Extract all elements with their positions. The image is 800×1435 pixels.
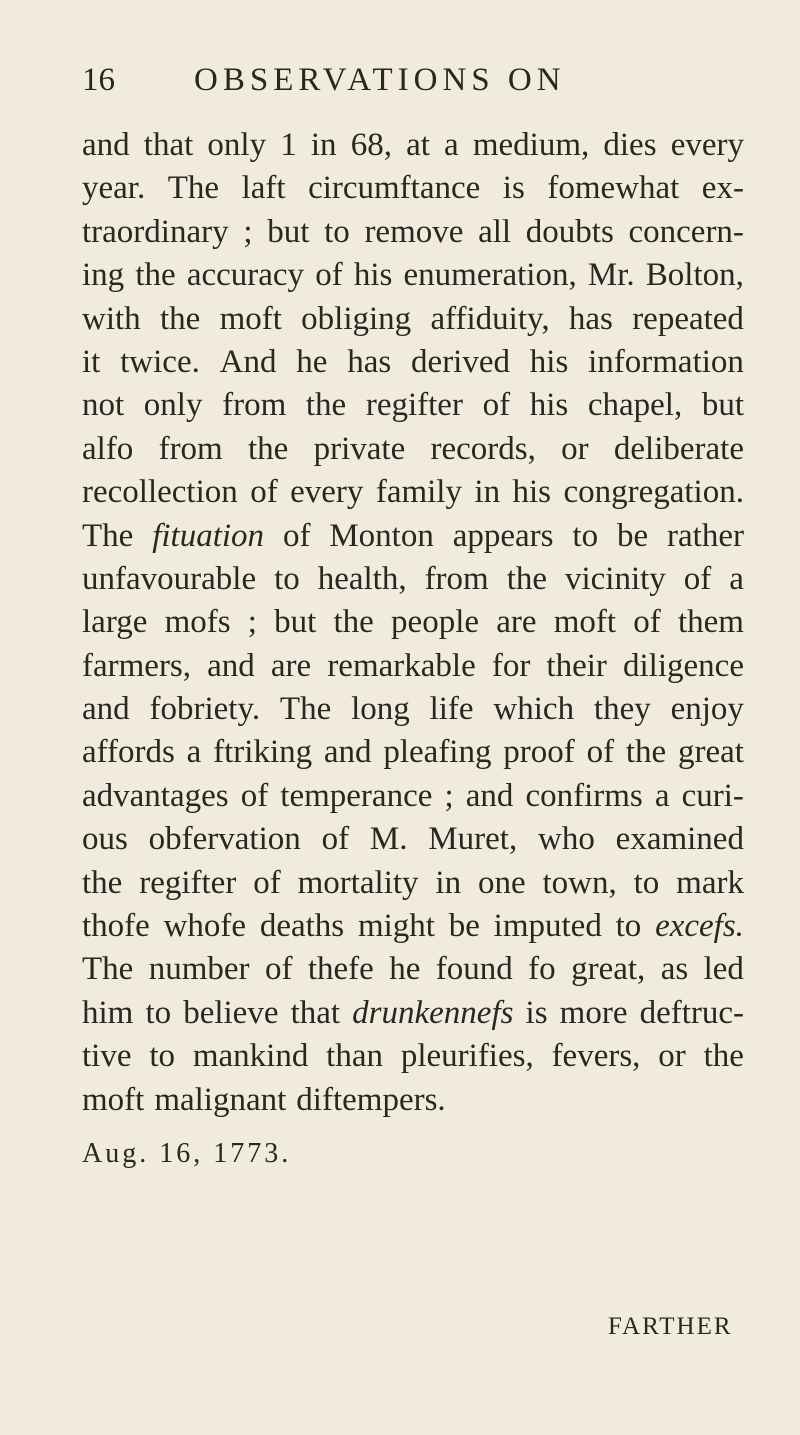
date-line: Aug. 16, 1773. <box>82 1138 292 1169</box>
text-line: alfo from the private records, or deliberate <box>82 430 744 467</box>
text-line: affords a ftriking and pleafing proof of the great <box>82 734 744 771</box>
text-line: year. The laft circumftance is fomewhat ex- <box>82 170 744 207</box>
text-line: him to believe that drunkennefs is more deftruc- <box>82 994 744 1031</box>
text-line: not only from the regifter of his chapel, but <box>82 387 744 424</box>
text-line: traordinary ; but to remove all doubts concern- <box>82 213 744 250</box>
page-header <box>82 62 742 99</box>
text-line: thofe whofe deaths might be imputed to excefs. <box>82 908 744 945</box>
text-line: recollection of every family in his congregation. <box>82 474 744 511</box>
text-line: farmers, and are remarkable for their diligence <box>82 647 744 684</box>
text-line: tive to mankind than pleurifies, fevers, or the <box>82 1038 744 1075</box>
text-line: and that only 1 in 68, at a medium, dies every <box>82 127 744 163</box>
body-text <box>82 124 744 1122</box>
text-line: ous obfervation of M. Muret, who examined <box>82 821 744 858</box>
text-line: and fobriety. The long life which they enjoy <box>82 691 744 728</box>
text-line: with the moft obliging affiduity, has repeated <box>82 300 744 337</box>
page-number: 16 <box>82 62 115 98</box>
text-line: it twice. And he has derived his information <box>82 343 744 380</box>
catchword: FARTHER <box>608 1313 733 1340</box>
text-line: advantages of temperance ; and confirms a curi- <box>82 777 744 814</box>
text-line: large mofs ; but the people are moft of them <box>82 604 744 641</box>
running-title: OBSERVATIONS ON <box>194 62 566 98</box>
text-line: The number of thefe he found fo great, as led <box>82 951 744 988</box>
text-line: the regifter of mortality in one town, to mark <box>82 864 744 901</box>
text-line: moft malignant diftempers. <box>82 1081 446 1118</box>
text-line: ing the accuracy of his enumeration, Mr. Bolton, <box>82 257 744 294</box>
text-line: The fituation of Monton appears to be rather <box>82 517 744 554</box>
text-line: unfavourable to health, from the vicinity of a <box>82 560 744 597</box>
